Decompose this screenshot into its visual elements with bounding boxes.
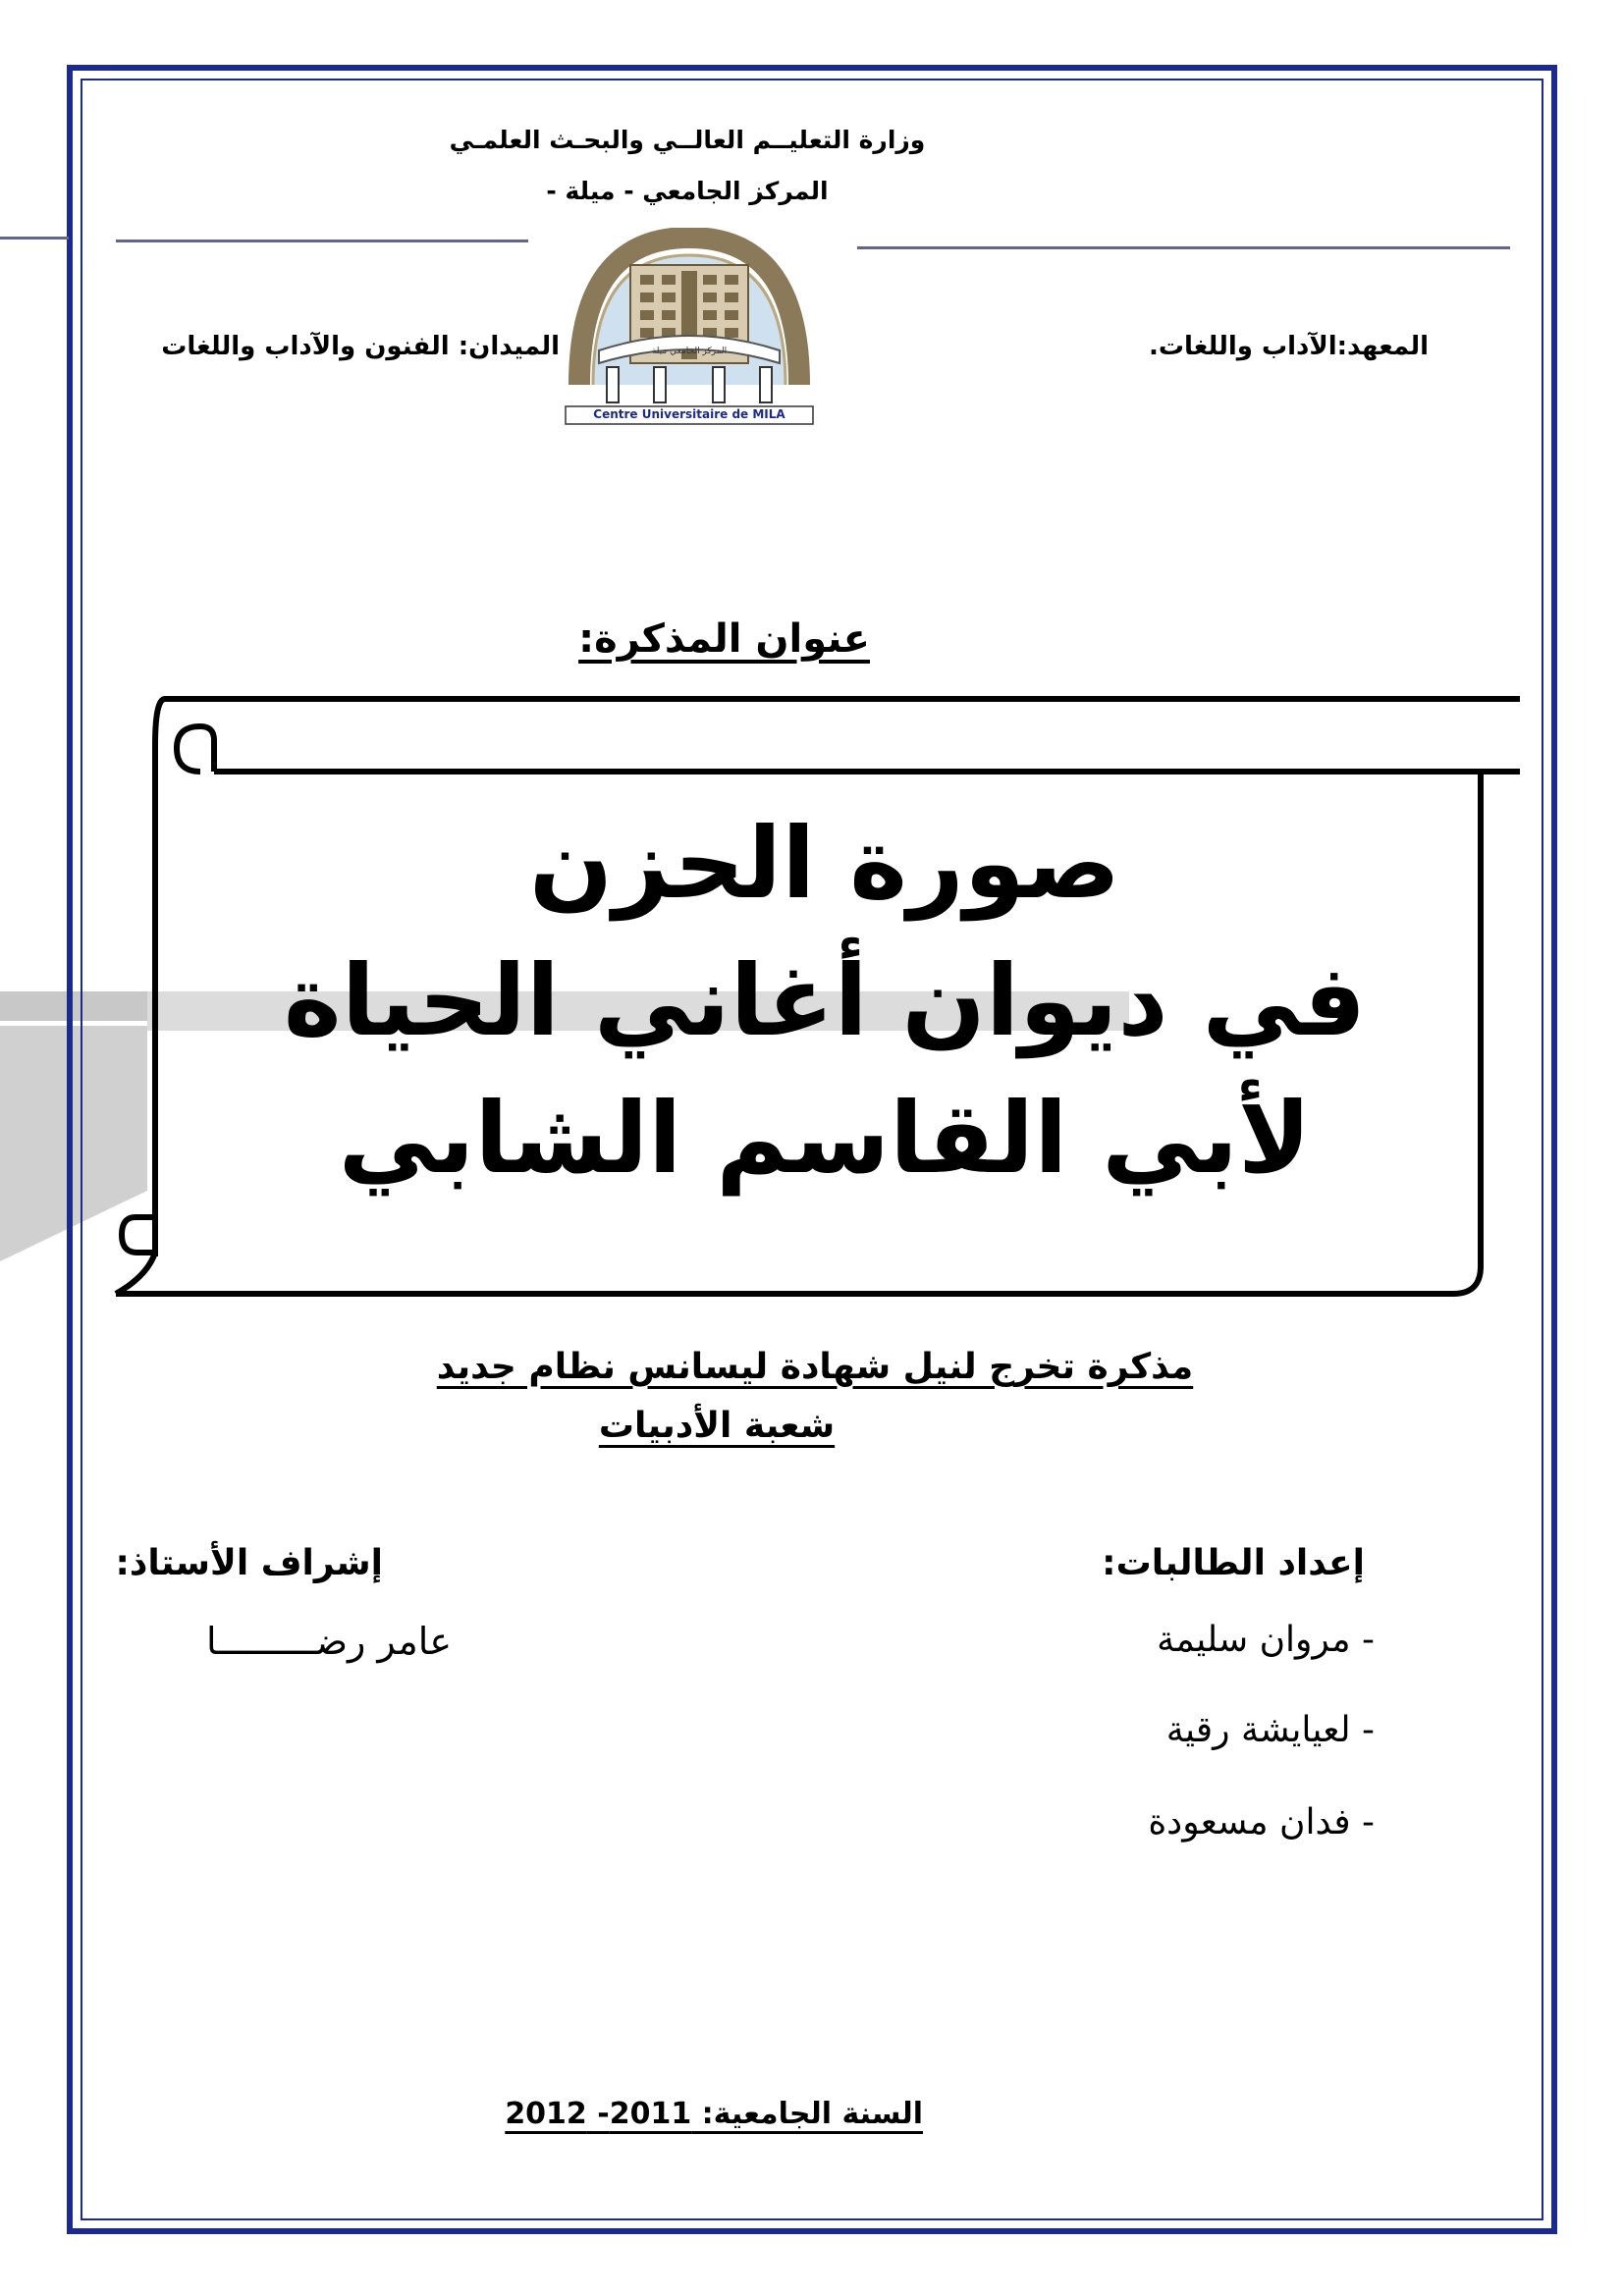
university-center-name: المركز الجامعي - ميلة - [546,177,829,205]
supervisor-name: عامر رضـــــــــا [205,1620,452,1663]
thesis-title-heading: عنوان المذكرة: [578,616,870,662]
field-label: الميدان: الفنون والآداب واللغات [161,332,560,361]
students-heading: إعداد الطالبات: [1102,1543,1365,1583]
degree-statement: مذكرة تخرج لنيل شهادة ليسانس نظام جديد [436,1347,1194,1387]
logo-arabic-lettering: المركز الجامعي ميلة [651,347,728,356]
institute-label: المعهد:الآداب واللغات. [1149,332,1429,361]
supervisor-heading: إشراف الأستاذ: [115,1543,383,1583]
thesis-title-line-3: لأبي القاسم الشابي [338,1081,1312,1196]
student-name: - مروان سليمة [1157,1620,1375,1660]
student-name: - فدان مسعودة [1148,1802,1375,1842]
thesis-title-line-2: في ديوان أغاني الحياة [283,943,1367,1058]
branch-name: شعبة الأدبيات [598,1406,836,1446]
logo-caption: Centre Universitaire de MILA [593,407,785,421]
student-name: - لعيايشة رقية [1165,1710,1375,1750]
ministry-name: وزارة التعليــم العالــي والبحـث العلمـي [449,126,926,154]
academic-year: السنة الجامعية: 2011- 2012 [505,2097,923,2131]
thesis-title-line-1: صورة الحزن [528,806,1121,921]
